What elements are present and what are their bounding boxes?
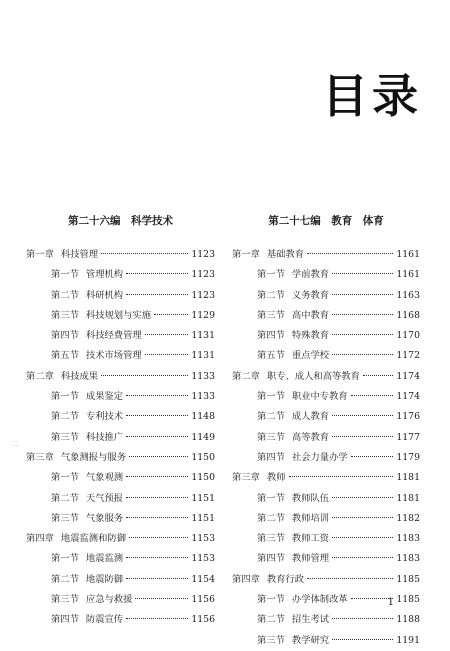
dot-leader [126,273,188,274]
right-column [232,213,420,651]
entry-number: 第二节 [51,492,79,504]
toc-section-entry[interactable] [232,306,420,326]
entry-title: 社会力量办学 [291,451,348,463]
dot-leader [332,273,393,274]
entry-page-number: 1163 [396,289,420,301]
entry-page-number: 1156 [191,594,215,606]
entry-page-number: 1170 [396,330,420,342]
entry-title: 学前教育 [291,269,330,281]
entry-page-number: 1131 [191,350,215,362]
entry-page-number: 1181 [396,472,420,484]
toc-chapter-entry[interactable] [26,529,215,549]
right-column-heading: 第二十七编 教育 体育 [268,215,384,227]
toc-section-entry[interactable] [26,549,215,569]
entry-number: 第一章 [26,249,54,260]
entry-page-number: 1148 [191,411,215,423]
toc-section-entry[interactable] [232,326,420,346]
entry-page-number: 1185 [396,594,420,606]
entry-number: 第二章 [26,370,54,382]
entry-title: 技术市场管理 [85,350,142,362]
entry-title: 基础教育 [266,249,305,260]
dot-leader [126,618,188,619]
entry-number: 第一节 [51,391,79,403]
dot-leader [351,395,393,396]
toc-section-entry[interactable] [232,448,420,468]
toc-section-entry[interactable] [232,509,420,529]
entry-number: 第一节 [51,472,79,484]
entry-title: 教师培训 [291,512,330,524]
entry-page-number: 1161 [396,249,420,260]
entry-title: 职业中专教育 [291,391,348,403]
dot-leader [332,618,393,619]
dot-leader [332,294,393,295]
entry-number: 第三节 [257,309,285,321]
entry-number: 第四节 [257,451,285,463]
entry-title: 天气预报 [85,492,124,504]
entry-title: 专利技术 [85,411,124,423]
toc-chapter-entry[interactable] [232,468,420,488]
toc-section-entry[interactable] [232,286,420,306]
toc-section-entry[interactable] [26,468,215,488]
dot-leader [126,517,188,518]
dot-leader [307,253,393,254]
toc-section-entry[interactable] [26,509,215,529]
entry-title: 招生考试 [291,614,330,626]
dot-leader [101,375,188,376]
dot-leader [154,314,188,315]
entry-page-number: 1151 [191,512,215,524]
toc-section-entry[interactable] [26,306,215,326]
entry-number: 第二节 [257,411,285,423]
dot-leader [129,456,188,457]
entry-title: 地震防御 [85,573,124,585]
toc-section-entry[interactable] [26,265,215,285]
toc-section-entry[interactable] [232,489,420,509]
entry-number: 第三节 [257,533,285,545]
entry-number: 第二节 [51,573,79,585]
toc-section-entry[interactable] [26,489,215,509]
entry-page-number: 1177 [396,431,420,443]
dot-leader [126,436,188,437]
entry-title: 科技成果 [60,370,99,382]
entry-number: 第二节 [257,512,285,524]
toc-section-entry[interactable] [26,407,215,427]
entry-title: 应急与救援 [85,594,133,606]
entry-page-number: 1151 [191,492,215,504]
entry-number: 第四节 [257,330,285,342]
entry-number: 第二章 [232,370,260,382]
entry-page-number: 1150 [191,472,215,484]
dot-leader [332,557,393,558]
entry-page-number: 1174 [396,370,420,382]
entry-title: 地震监测和防御 [60,533,126,545]
toc-chapter-entry[interactable] [232,245,420,265]
entry-title: 地震监测 [85,553,124,565]
entry-number: 第一节 [51,553,79,565]
entry-title: 气象观测 [85,472,124,484]
left-column [26,213,215,631]
entry-page-number: 1156 [191,614,215,626]
dot-leader [126,415,188,416]
entry-page-number: 1123 [191,269,215,281]
toc-section-entry[interactable] [26,286,215,306]
dot-leader [332,537,393,538]
entry-page-number: 1153 [191,553,215,565]
entry-number: 第一节 [257,594,285,606]
toc-chapter-entry[interactable] [232,367,420,387]
entry-title: 教育行政 [266,573,305,585]
entry-page-number: 1183 [396,553,420,565]
entry-number: 第一节 [257,391,285,403]
entry-number: 第一节 [51,269,79,281]
toc-section-entry[interactable] [232,407,420,427]
right-toc-list [232,245,420,651]
dot-leader [332,415,393,416]
toc-section-entry[interactable] [26,387,215,407]
entry-page-number: 1179 [396,451,420,463]
toc-section-entry[interactable] [26,428,215,448]
dot-leader [126,557,188,558]
entry-number: 第一章 [232,249,260,260]
dot-leader [126,294,188,295]
entry-title: 科研机构 [85,289,124,301]
entry-page-number: 1181 [396,492,420,504]
entry-title: 义务教育 [291,289,330,301]
entry-number: 第五节 [257,350,285,362]
entry-title: 科技规划与实施 [85,309,151,321]
dot-leader [363,375,393,376]
toc-section-entry[interactable] [232,631,420,651]
dot-leader [135,598,188,599]
left-column-heading: 第二十六编 科学技术 [68,215,173,227]
entry-page-number: 1176 [396,411,420,423]
toc-section-entry[interactable] [232,610,420,630]
entry-title: 科技经费管理 [85,330,142,342]
toc-section-entry[interactable] [232,428,420,448]
toc-section-entry[interactable] [26,326,215,346]
entry-number: 第四节 [51,330,79,342]
entry-number: 第三节 [51,594,79,606]
entry-number: 第三节 [257,431,285,443]
entry-title: 高中教育 [291,309,330,321]
entry-title: 防震宣传 [85,614,124,626]
entry-number: 第二节 [51,411,79,423]
toc-section-entry[interactable] [232,549,420,569]
entry-page-number: 1182 [396,512,420,524]
toc-section-entry[interactable] [232,387,420,407]
entry-title: 管理机构 [85,269,124,281]
dot-leader [332,354,393,355]
entry-page-number: 1133 [191,370,215,382]
entry-title: 成人教育 [291,411,330,423]
entry-page-number: 1123 [191,249,215,260]
entry-number: 第二节 [51,289,79,301]
dot-leader [332,314,393,315]
entry-page-number: 1133 [191,391,215,403]
dot-leader [126,578,188,579]
entry-number: 第三章 [26,451,54,463]
left-toc-list [26,245,215,631]
entry-page-number: 1161 [396,269,420,281]
entry-number: 第一节 [257,269,285,281]
dot-leader [129,537,188,538]
toc-section-entry[interactable] [26,346,215,366]
entry-page-number: 1172 [396,350,420,362]
entry-title: 教师 [266,472,286,484]
entry-title: 职专、成人和高等教育 [266,370,360,382]
entry-number: 第二节 [257,289,285,301]
dot-leader [126,497,188,498]
dot-leader [289,476,393,477]
toc-chapter-entry[interactable] [26,367,215,387]
entry-title: 教师工资 [291,533,330,545]
dot-leader [351,456,393,457]
page-title: 目录 [322,69,422,123]
entry-page-number: 1185 [396,573,420,585]
toc-section-entry[interactable] [232,346,420,366]
dot-leader [332,639,393,640]
margin-mark: 二 [11,440,19,447]
toc-section-entry[interactable] [26,610,215,630]
dot-leader [332,517,393,518]
dot-leader [101,253,188,254]
dot-leader [332,497,393,498]
toc-section-entry[interactable] [26,590,215,610]
entry-page-number: 1183 [396,533,420,545]
entry-page-number: 1191 [396,634,420,646]
dot-leader [332,334,393,335]
toc-section-entry[interactable] [232,265,420,285]
entry-page-number: 1168 [396,309,420,321]
toc-chapter-entry[interactable] [26,448,215,468]
entry-page-number: 1129 [191,309,215,321]
entry-page-number: 1150 [191,451,215,463]
entry-number: 第四章 [232,573,260,585]
dot-leader [307,578,393,579]
entry-page-number: 1188 [396,614,420,626]
entry-title: 教学研究 [291,634,330,646]
entry-page-number: 1149 [191,431,215,443]
entry-title: 科技推广 [85,431,124,443]
entry-page-number: 1123 [191,289,215,301]
dot-leader [332,436,393,437]
entry-page-number: 1131 [191,330,215,342]
entry-title: 教师队伍 [291,492,330,504]
entry-title: 高等教育 [291,431,330,443]
dot-leader [126,395,188,396]
entry-title: 气象服务 [85,512,124,524]
page-number: 1 [387,597,394,608]
toc-chapter-entry[interactable] [232,570,420,590]
entry-number: 第三章 [232,472,260,484]
entry-page-number: 1154 [191,573,215,585]
entry-page-number: 1174 [396,391,420,403]
entry-title: 教师管理 [291,553,330,565]
entry-number: 第五节 [51,350,79,362]
toc-section-entry[interactable] [26,570,215,590]
entry-number: 第三节 [257,634,285,646]
toc-chapter-entry[interactable] [26,245,215,265]
entry-number: 第三节 [51,431,79,443]
entry-title: 科技管理 [60,249,99,260]
entry-number: 第四章 [26,533,54,545]
entry-number: 第三节 [51,512,79,524]
entry-number: 第三节 [51,309,79,321]
entry-number: 第二节 [257,614,285,626]
dot-leader [145,354,188,355]
toc-section-entry[interactable] [232,529,420,549]
entry-title: 特殊教育 [291,330,330,342]
entry-page-number: 1153 [191,533,215,545]
entry-title: 气象测报与服务 [60,451,126,463]
entry-number: 第四节 [51,614,79,626]
entry-title: 成果鉴定 [85,391,124,403]
entry-title: 办学体制改革 [291,594,348,606]
entry-title: 重点学校 [291,350,330,362]
entry-number: 第一节 [257,492,285,504]
entry-number: 第四节 [257,553,285,565]
dot-leader [126,476,188,477]
dot-leader [145,334,188,335]
